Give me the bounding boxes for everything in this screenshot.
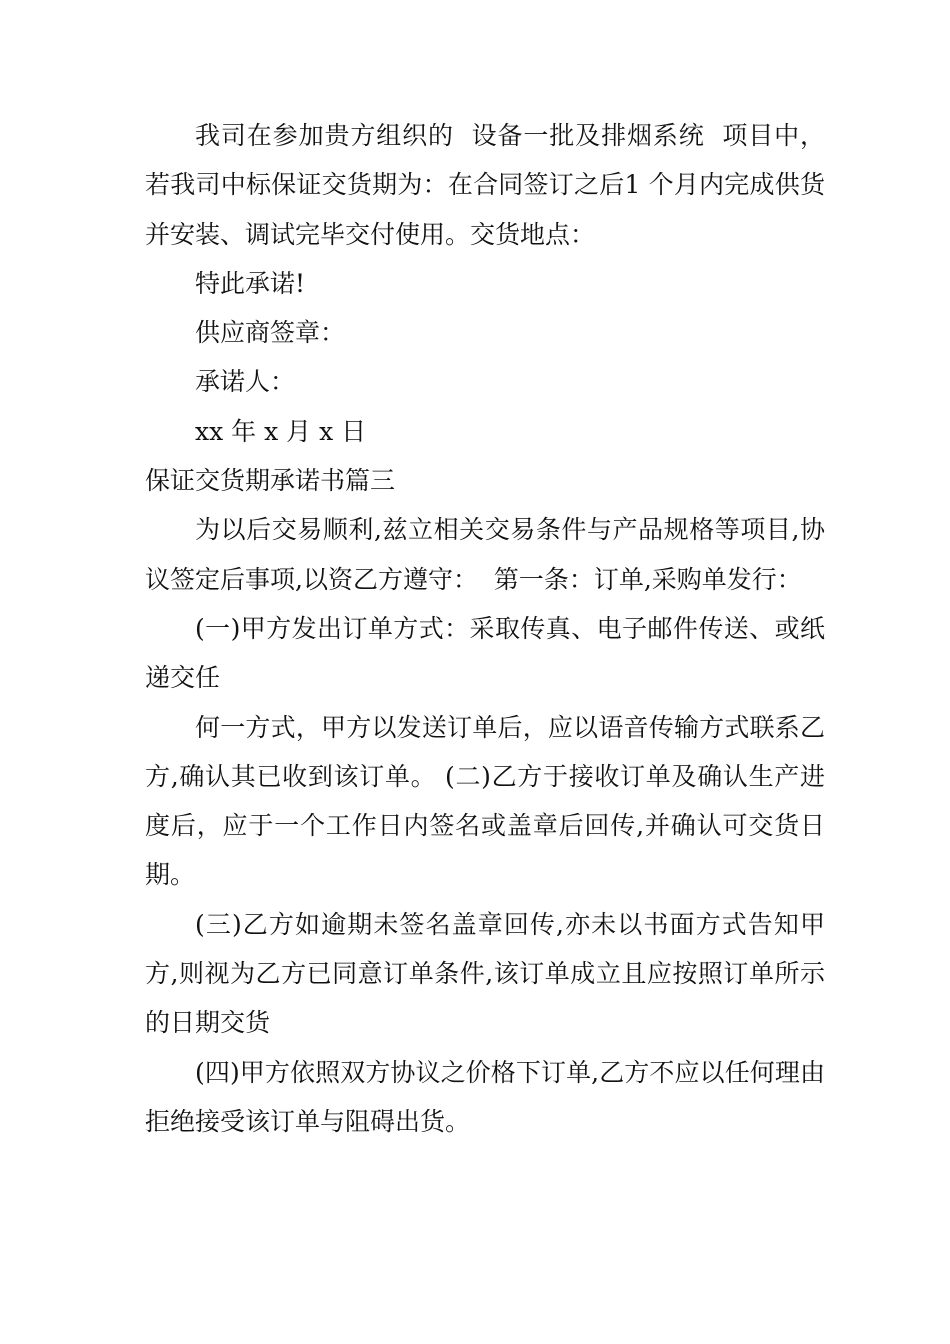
paragraph-overdue-signature: (三)乙方如逾期未签名盖章回传,亦未以书面方式告知甲方,则视为乙方已同意订单条件,该订单成立且应按照订单所示的日期交货 [145, 909, 825, 1038]
paragraph-order-method: (一)甲方发出订单方式：采取传真、电子邮件传送、或纸递交任 [145, 613, 825, 693]
paragraph-order-confirmation: 何一方式，甲方以发送订单后，应以语音传输方式联系乙方,确认其已收到该订单。 (二)乙方于接收订单及确认生产进度后，应于一个工作日内签名或盖章后回传,并确认可交货日期。 [145, 712, 825, 890]
paragraph-trade-terms: 为以后交易顺利,兹立相关交易条件与产品规格等项目,协议签定后事项,以资乙方遵守： 第一条：订单,采购单发行： [145, 515, 825, 594]
section-heading: 保证交货期承诺书篇三 [145, 466, 396, 496]
paragraph-price-agreement: (四)甲方依照双方协议之价格下订单,乙方不应以任何理由拒绝接受该订单与阻碍出货。 [145, 1057, 825, 1136]
paragraph-date: xx 年 x 月 x 日 [195, 416, 367, 446]
paragraph-delivery-commitment: 我司在参加贵方组织的 设备一批及排烟系统 项目中，若我司中标保证交货期为：在合同签订之后1 个月内完成供货并安装、调试完毕交付使用。交货地点： [145, 121, 825, 249]
document-body [145, 111, 825, 1146]
paragraph-supplier-seal: 供应商签章： [195, 318, 346, 348]
paragraph-promisor: 承诺人： [195, 367, 296, 397]
paragraph-hereby-promise: 特此承诺! [195, 268, 306, 298]
